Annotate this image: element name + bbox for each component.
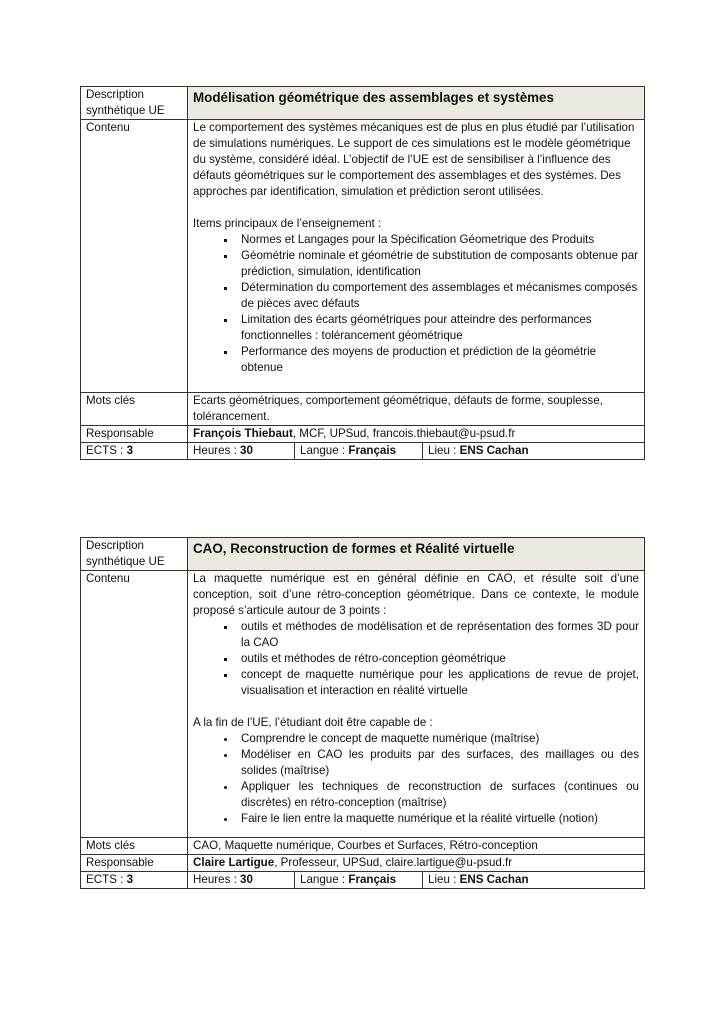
mots-cles-label: Mots clés [81,838,188,855]
list-item: ▪ Limitation des écarts géométriques pour atteindre des performances fonctionnelles : tolérancement géométrique [237,312,639,344]
ue-table-2 [80,537,645,889]
list-item: • Comprendre le concept de maquette numérique (maîtrise) [237,731,639,747]
list-item: ▪ outils et méthodes de modélisation et de représentation des formes 3D pour la CAO [237,619,639,651]
ue-title: CAO, Reconstruction de formes et Réalité virtuelle [188,538,645,571]
ue-table-1 [80,86,645,460]
objectives-heading: A la fin de l’UE, l’étudiant doit être capable de : [193,716,433,729]
contenu-intro: La maquette numérique est en général définie en CAO, et résulte soit d’une conception, soit d’une rétro-conception géométrique. Dans ce contexte, le module proposé s’articule autour de 3 points : [193,572,639,617]
mots-cles-row [81,838,645,855]
lieu-label: Lieu : [428,444,460,457]
responsable-name: François Thiebaut [193,427,293,440]
contenu-row [81,120,645,393]
langue-cell [295,872,423,889]
mots-cles-label: Mots clés [81,393,188,426]
lieu-cell [423,443,645,460]
heures-cell [188,872,295,889]
responsable-label: Responsable [81,426,188,443]
list-item: • Modéliser en CAO les produits par des surfaces, des maillages ou des solides (maîtrise) [237,747,639,779]
list-item: ▪ concept de maquette numérique pour les applications de revue de projet, visualisation et interaction en réalité virtuelle [237,667,639,699]
list-item: ▪ Normes et Langages pour la Spécification Géometrique des Produits [237,232,639,248]
list-item: ▪ outils et méthodes de rétro-conception géométrique [237,651,639,667]
lieu-value: ENS Cachan [459,873,529,886]
ects-label: ECTS : [86,873,127,886]
list-item: • Appliquer les techniques de reconstruction de surfaces (continues ou discrètes) en rétro-conception (maîtrise) [237,779,639,811]
ects-value: 3 [126,873,134,886]
responsable-name: Claire Lartigue [193,856,275,869]
contenu-label: Contenu [81,120,188,393]
langue-cell [295,443,423,460]
langue-value: Français [348,873,397,886]
responsable-details: , MCF, UPSud, francois.thiebaut@u-psud.fr [292,427,516,440]
lieu-value: ENS Cachan [459,444,529,457]
info-row [81,443,645,460]
heures-value: 30 [240,444,253,457]
mots-cles-value: Ecarts géométriques, comportement géométrique, défauts de forme, souplesse, tolérancement. [188,393,645,426]
list-item: ▪ Performance des moyens de production et prédiction de la géométrie obtenue [237,344,639,376]
ects-cell [81,872,188,889]
ects-cell [81,443,188,460]
ects-value: 3 [126,444,134,457]
contenu-cell [188,571,645,838]
ue-title: Modélisation géométrique des assemblages et systèmes [188,87,645,120]
contenu-intro: Le comportement des systèmes mécaniques est de plus en plus étudié par l’utilisation de simulations numériques. Le support de ces simulations est le modèle géométrique du système, considéré idéal. L’objectif de l’UE est de sensibiliser à l’influence des défauts géométriques sur le comportement des assemblages et des systèmes. Des approches par identification, simulation et prédiction seront utilisées. [193,121,635,198]
langue-label: Langue : [300,873,349,886]
langue-label: Langue : [300,444,349,457]
description-row [81,87,645,120]
info-row [81,872,645,889]
responsable-value [188,855,645,872]
responsable-details: , Professeur, UPSud, claire.lartigue@u-psud.fr [274,856,513,869]
langue-value: Français [348,444,397,457]
mots-cles-row [81,393,645,426]
responsable-row [81,426,645,443]
heures-label: Heures : [193,444,241,457]
contenu-cell [188,120,645,393]
description-row [81,538,645,571]
responsable-value [188,426,645,443]
lieu-cell [423,872,645,889]
heures-value: 30 [240,873,253,886]
contenu-row [81,571,645,838]
ects-label: ECTS : [86,444,127,457]
responsable-label: Responsable [81,855,188,872]
responsable-row [81,855,645,872]
objectives-list [193,731,639,827]
lieu-label: Lieu : [428,873,460,886]
list-item: • Faire le lien entre la maquette numérique et la réalité virtuelle (notion) [237,811,639,827]
contenu-label: Contenu [81,571,188,838]
heures-cell [188,443,295,460]
mots-cles-value: CAO, Maquette numérique, Courbes et Surfaces, Rétro-conception [188,838,645,855]
items-heading: Items principaux de l’enseignement : [193,217,382,230]
list-item: ▪ Géométrie nominale et géométrie de substitution de composants obtenue par prédiction, simulation, identification [237,248,639,280]
description-label: Description synthétique UE [81,538,188,571]
heures-label: Heures : [193,873,241,886]
list-item: ▪ Détermination du comportement des assemblages et mécanismes composés de pièces avec défauts [237,280,639,312]
items-list [193,232,639,376]
points-list [193,619,639,699]
description-label: Description synthétique UE [81,87,188,120]
